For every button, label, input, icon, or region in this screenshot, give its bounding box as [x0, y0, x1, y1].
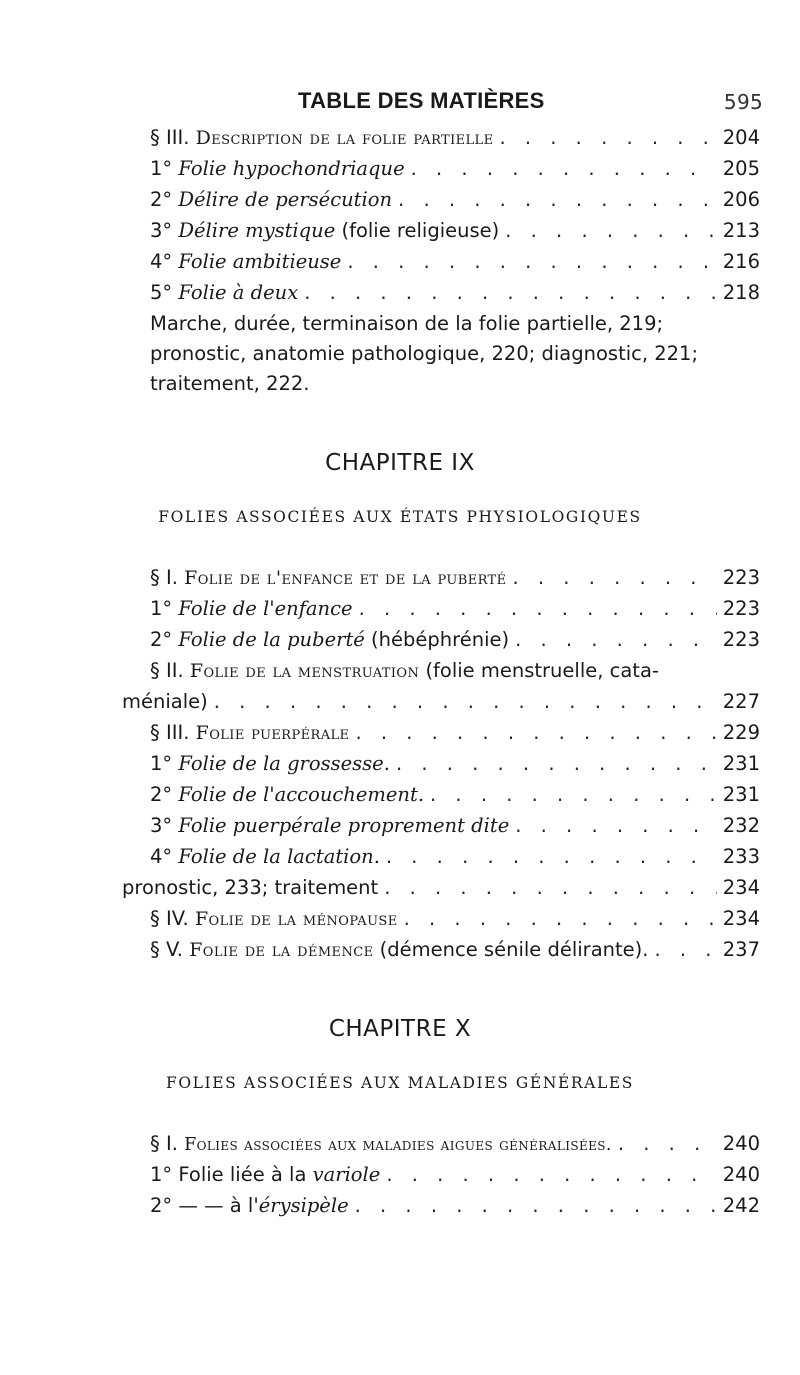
item-number: 1°: [150, 1163, 173, 1186]
toc-section-heading[interactable]: [150, 659, 760, 689]
toc-page-number: 213: [722, 219, 760, 242]
toc-section-heading[interactable]: [150, 126, 760, 156]
item-title: Folie à deux: [178, 281, 299, 304]
toc-item[interactable]: [150, 219, 760, 249]
chapter-subtitle: FOLIES ASSOCIÉES AUX MALADIES GÉNÉRALES: [165, 1074, 634, 1092]
toc-page-number: 205: [722, 157, 760, 180]
item-number: 4°: [150, 250, 173, 273]
item-number: 2°: [150, 783, 173, 806]
toc-page-number: 223: [722, 628, 760, 651]
item-number: 2°: [150, 628, 173, 651]
section-label: Folie de la démence: [189, 939, 374, 961]
running-head: [298, 88, 763, 118]
section-label: Description de la folie partielle: [195, 127, 494, 149]
toc-page-number: 206: [722, 188, 760, 211]
paragraph-line: pronostic, anatomie pathologique, 220; diagnostic, 221;: [150, 342, 699, 365]
leader-dots: [424, 783, 717, 806]
toc-page-number: 216: [722, 250, 760, 273]
chapter-title: CHAPITRE X: [328, 1016, 472, 1042]
item-number: 1°: [150, 752, 173, 775]
section-prefix: § V.: [150, 938, 183, 961]
toc-item[interactable]: [150, 597, 760, 627]
toc-item[interactable]: [150, 281, 760, 311]
leader-dots: [390, 752, 717, 775]
item-extra: (folie religieuse): [341, 219, 500, 242]
section-label: Folie de la menstruation: [189, 660, 420, 682]
item-title: érysipèle: [258, 1194, 349, 1217]
running-head-title: TABLE DES MATIÈRES: [298, 88, 545, 113]
toc-page-number: 237: [722, 938, 760, 961]
toc-item[interactable]: [150, 814, 760, 844]
section-extra: (démence sénile délirante).: [379, 938, 649, 961]
toc-item[interactable]: [122, 876, 760, 906]
item-title: Folie de la puberté: [178, 628, 365, 651]
item-title: Folie de l'enfance: [178, 597, 353, 620]
toc-section-heading[interactable]: [150, 1132, 760, 1162]
leader-dots: [349, 721, 716, 744]
section-prefix: § III.: [150, 721, 190, 744]
toc-section-heading[interactable]: [150, 938, 760, 968]
leader-dots: [493, 126, 716, 149]
item-number: 3°: [150, 814, 173, 837]
section-label: Folies associées aux maladies aigues généralisées.: [184, 1135, 612, 1155]
section-label: Folie de l'enfance et de la puberté: [184, 567, 507, 589]
page-number: 595: [723, 90, 763, 114]
section-prefix: § I.: [150, 566, 178, 589]
item-extra: (hébéphrénie): [371, 628, 510, 651]
chapter-title: CHAPITRE IX: [325, 450, 475, 476]
leader-dots: [392, 188, 717, 211]
toc-page-number: 240: [722, 1132, 760, 1155]
toc-continuation[interactable]: [122, 690, 760, 720]
toc-page-number: 232: [722, 814, 760, 837]
toc-page-number: 234: [722, 907, 760, 930]
section-prefix: § I.: [150, 1132, 178, 1155]
leader-dots: [208, 690, 717, 713]
item-number: 2°: [150, 188, 173, 211]
toc-section-heading[interactable]: [150, 907, 760, 937]
leader-dots: [648, 938, 716, 961]
leader-dots: [353, 597, 717, 620]
section-extra: (folie menstruelle, cata-: [425, 659, 659, 682]
leader-dots: [380, 1163, 716, 1186]
toc-item[interactable]: [150, 845, 760, 875]
leader-dots: [341, 250, 716, 273]
toc-item[interactable]: [150, 1194, 760, 1224]
item-title: pronostic, 233; traitement: [122, 876, 379, 899]
toc-page-number: 234: [722, 876, 760, 899]
leader-dots: [612, 1132, 717, 1155]
toc-page-number: 223: [722, 597, 760, 620]
item-title: Folie puerpérale proprement dite: [178, 814, 510, 837]
item-lead: — — à l': [178, 1194, 259, 1217]
item-title: Folie de l'accouchement.: [178, 783, 425, 806]
leader-dots: [509, 628, 717, 651]
item-title: Folie hypochondriaque: [178, 157, 405, 180]
leader-dots: [349, 1194, 717, 1217]
section-label: Folie puerpérale: [195, 722, 350, 744]
item-number: 5°: [150, 281, 173, 304]
leader-dots: [509, 814, 717, 837]
item-number: 1°: [150, 157, 173, 180]
toc-page-number: 204: [722, 126, 760, 149]
paragraph-line: traitement, 222.: [150, 372, 310, 395]
leader-dots: [499, 219, 717, 242]
paragraph-line: Marche, durée, terminaison de la folie partielle, 219;: [150, 312, 664, 335]
item-title: variole: [312, 1163, 381, 1186]
leader-dots: [380, 845, 717, 868]
toc-page-number: 240: [722, 1163, 760, 1186]
toc-page-number: 242: [722, 1194, 760, 1217]
toc-item[interactable]: [150, 752, 760, 782]
continuation-text: méniale): [122, 690, 208, 713]
item-number: 3°: [150, 219, 173, 242]
leader-dots: [405, 157, 717, 180]
section-prefix: § II.: [150, 659, 184, 682]
toc-page-number: 229: [722, 721, 760, 744]
item-title: Folie de la lactation.: [178, 845, 380, 868]
leader-dots: [398, 907, 717, 930]
toc-page-number: 231: [722, 752, 760, 775]
item-title: Délire de persécution: [178, 188, 393, 211]
toc-section-heading[interactable]: [150, 721, 760, 751]
leader-dots: [507, 566, 717, 589]
item-title: Folie ambitieuse: [178, 250, 342, 273]
item-number: 1°: [150, 597, 173, 620]
toc-page-number: 218: [722, 281, 760, 304]
toc-item[interactable]: [150, 1163, 760, 1193]
toc-page-number: 231: [722, 783, 760, 806]
item-title: Folie de la grossesse.: [178, 752, 390, 775]
item-title: Délire mystique: [178, 219, 336, 242]
toc-page-number: 223: [722, 566, 760, 589]
chapter-subtitle: FOLIES ASSOCIÉES AUX ÉTATS PHYSIOLOGIQUES: [158, 508, 642, 526]
toc-item[interactable]: [150, 783, 760, 813]
toc-page-number: 227: [722, 690, 760, 713]
item-number: 4°: [150, 845, 173, 868]
toc-item[interactable]: [150, 157, 760, 187]
toc-section-heading[interactable]: [150, 566, 760, 596]
leader-dots: [298, 281, 717, 304]
section-prefix: § III.: [150, 126, 190, 149]
toc-item[interactable]: [150, 188, 760, 218]
item-number: 2°: [150, 1194, 173, 1217]
toc-item[interactable]: [150, 628, 760, 658]
leader-dots: [378, 876, 717, 899]
section-label: Folie de la ménopause: [194, 908, 398, 930]
item-lead: Folie liée à la: [178, 1163, 307, 1186]
section-prefix: § IV.: [150, 907, 189, 930]
toc-item[interactable]: [150, 250, 760, 280]
toc-page-number: 233: [722, 845, 760, 868]
